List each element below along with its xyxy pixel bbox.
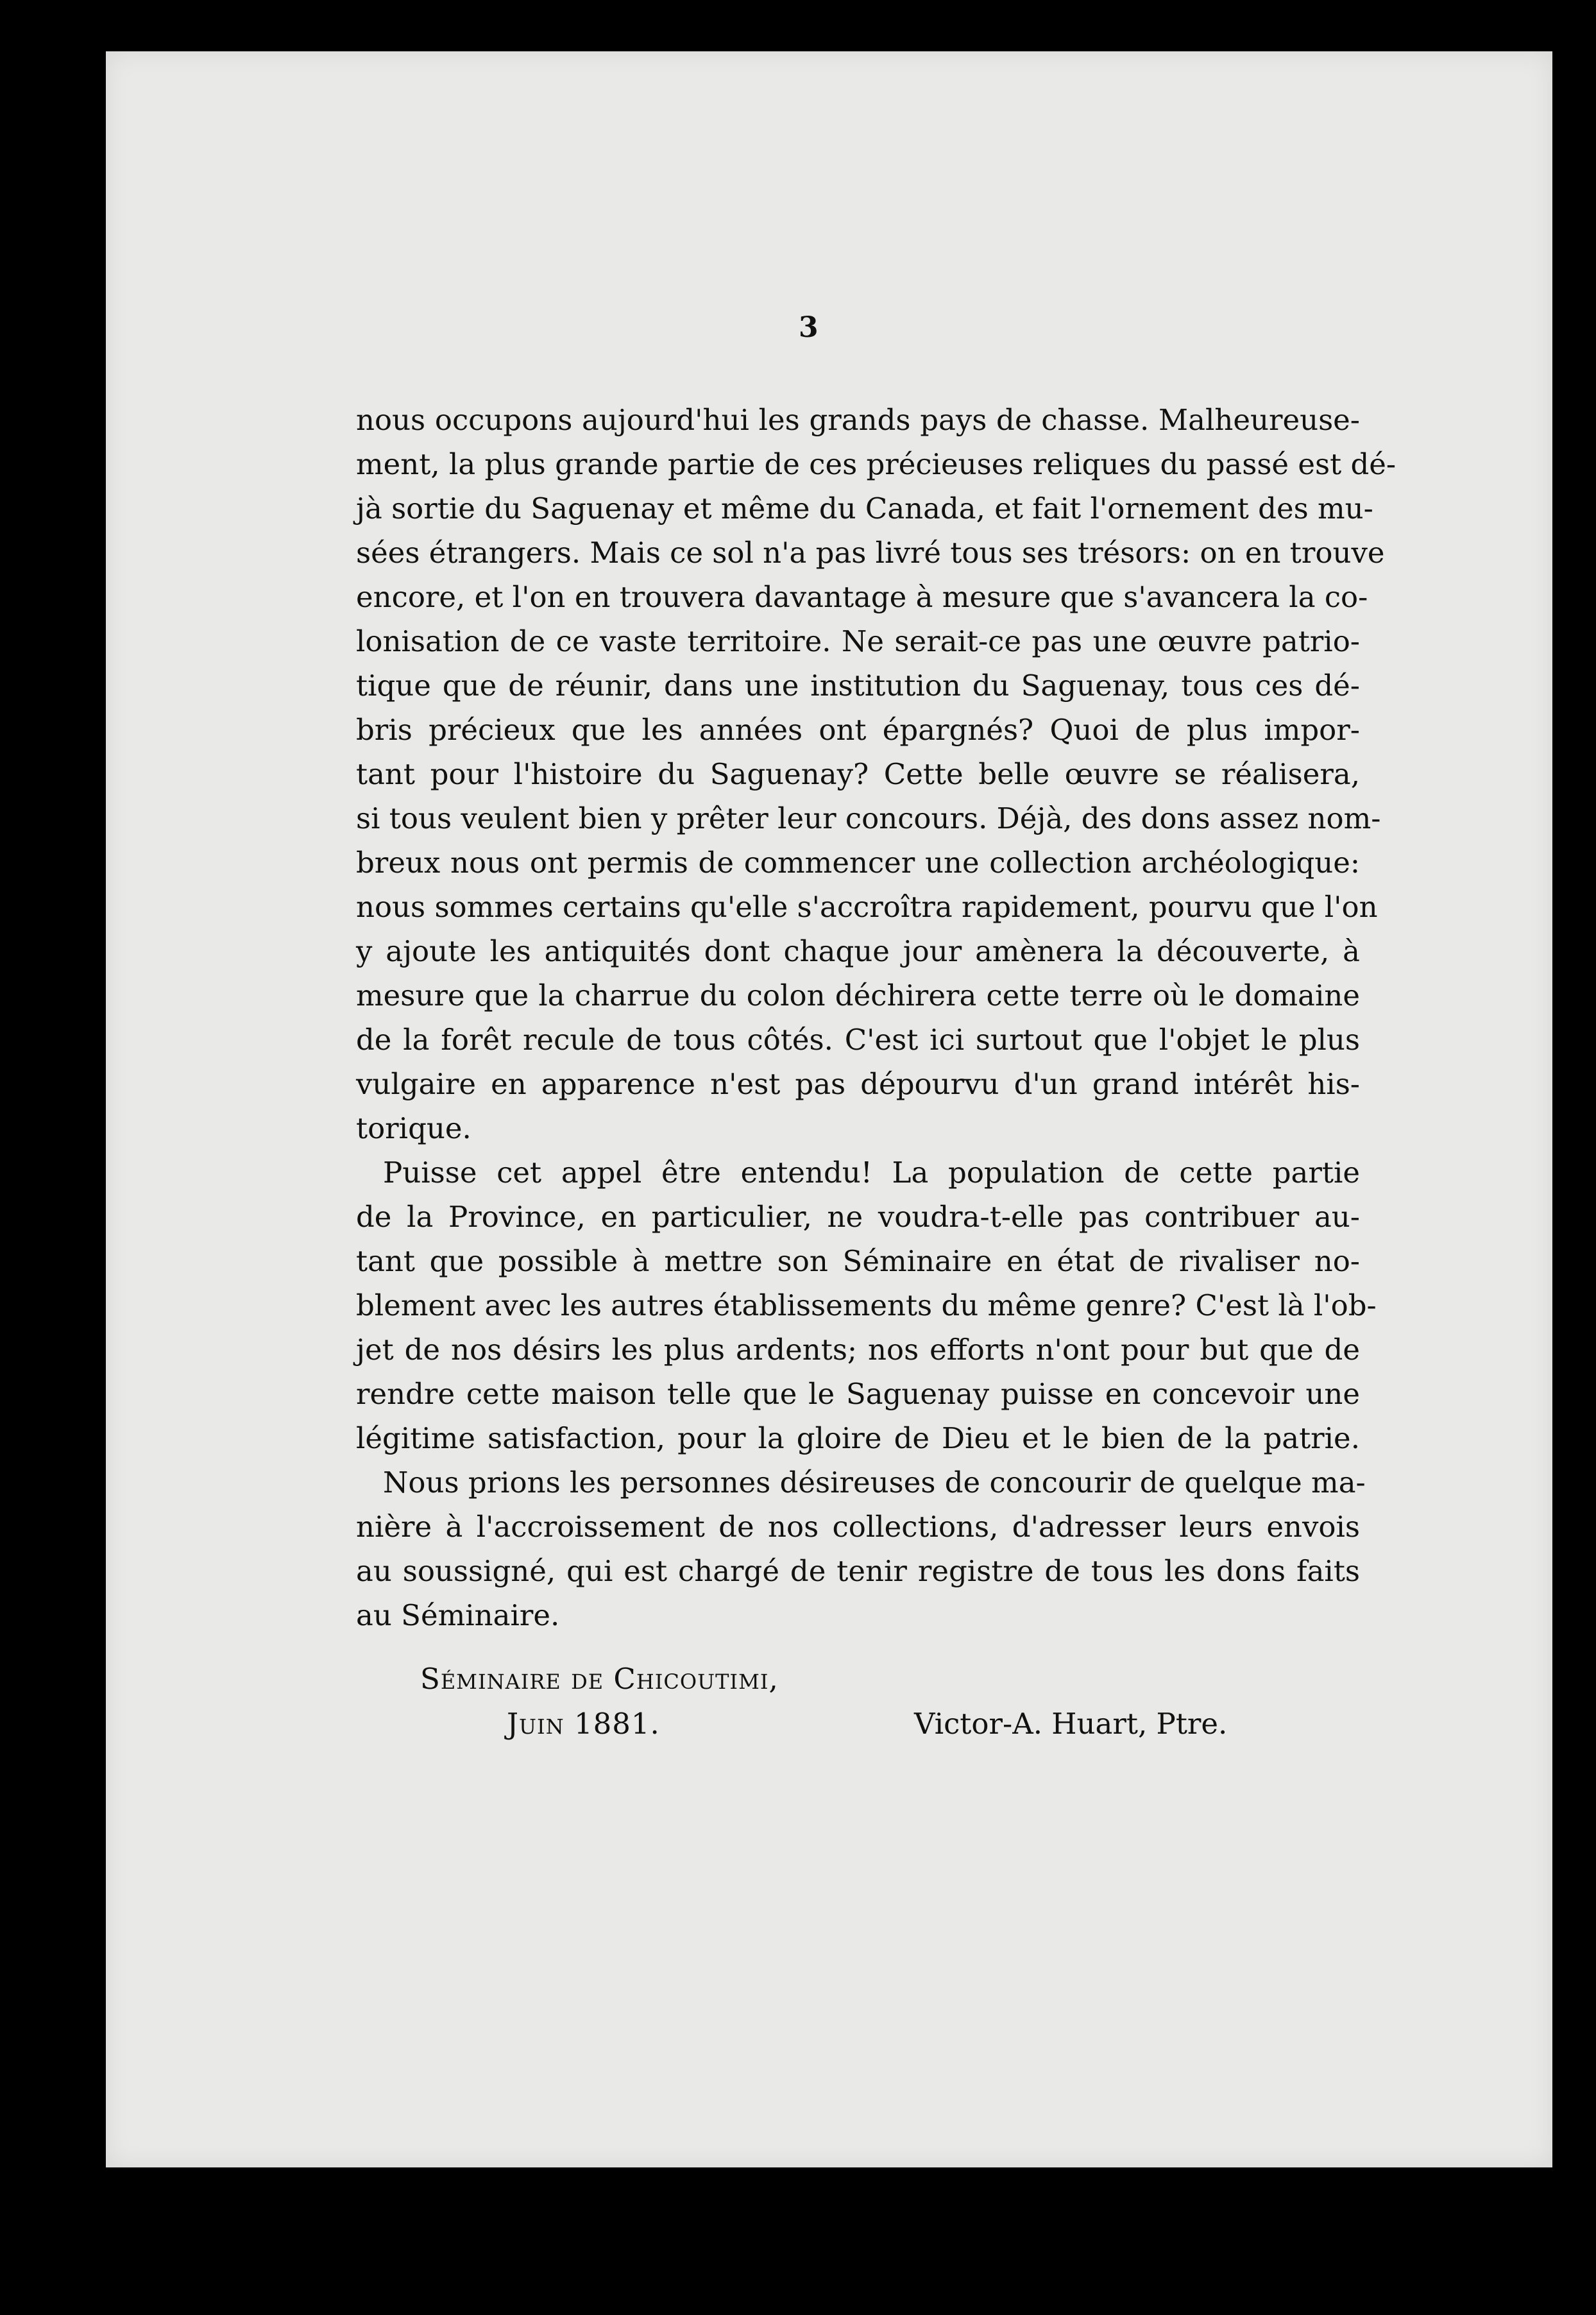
text-line: au Séminaire. bbox=[356, 1598, 560, 1632]
text-line: bris précieux que les années ont épargnés? Quoi de plus impor- bbox=[356, 713, 1360, 747]
text-line: ment, la plus grande partie de ces précieuses reliques du passé est dé- bbox=[356, 447, 1396, 481]
text-line: torique. bbox=[356, 1111, 471, 1145]
text-line: breux nous ont permis de commencer une collection archéologique: bbox=[356, 846, 1360, 880]
signature-place: Séminaire de Chicoutimi, bbox=[420, 1662, 779, 1696]
text-line: mesure que la charrue du colon déchirera cette terre où le domaine bbox=[356, 978, 1360, 1012]
text-line: au soussigné, qui est chargé de tenir registre de tous les dons faits bbox=[356, 1554, 1360, 1588]
text-line: Puisse cet appel être entendu! La population de cette partie bbox=[383, 1156, 1360, 1190]
text-line: y ajoute les antiquités dont chaque jour amènera la découverte, à bbox=[356, 934, 1360, 968]
text-line: nière à l'accroissement de nos collections, d'adresser leurs envois bbox=[356, 1510, 1360, 1544]
text-line: encore, et l'on en trouvera davantage à mesure que s'avancera la co- bbox=[356, 580, 1368, 614]
paragraph-3 bbox=[356, 1460, 1366, 1637]
text-line: sées étrangers. Mais ce sol n'a pas livré tous ses trésors: on en trouve bbox=[356, 536, 1385, 570]
text-line: si tous veulent bien y prêter leur concours. Déjà, des dons assez nom- bbox=[356, 801, 1381, 835]
text-line: lonisation de ce vaste territoire. Ne serait-ce pas une œuvre patrio- bbox=[356, 624, 1360, 658]
text-line: jet de nos désirs les plus ardents; nos efforts n'ont pour but que de bbox=[356, 1333, 1360, 1367]
text-line: vulgaire en apparence n'est pas dépourvu d'un grand intérêt his- bbox=[356, 1067, 1360, 1101]
text-line: blement avec les autres établissements du même genre? C'est là l'ob- bbox=[356, 1288, 1377, 1322]
text-line: nous sommes certains qu'elle s'accroîtra rapidement, pourvu que l'on bbox=[356, 890, 1378, 924]
text-line: de la forêt recule de tous côtés. C'est ici surtout que l'objet le plus bbox=[356, 1023, 1360, 1057]
text-line: tant que possible à mettre son Séminaire en état de rivaliser no- bbox=[356, 1244, 1360, 1278]
paragraph-2 bbox=[356, 1150, 1377, 1460]
paragraph-1 bbox=[356, 398, 1396, 1150]
text-line: légitime satisfaction, pour la gloire de Dieu et le bien de la patrie. bbox=[356, 1421, 1360, 1455]
text-line: Nous prions les personnes désireuses de concourir de quelque ma- bbox=[383, 1465, 1366, 1499]
text-line: jà sortie du Saguenay et même du Canada, et fait l'ornement des mu- bbox=[356, 491, 1373, 525]
text-line: nous occupons aujourd'hui les grands pays de chasse. Malheureuse- bbox=[356, 403, 1360, 437]
text-line: de la Province, en particulier, ne voudra-t-elle pas contribuer au- bbox=[356, 1200, 1360, 1234]
page-number: 3 bbox=[799, 311, 819, 344]
text-line: tique que de réunir, dans une institution du Saguenay, tous ces dé- bbox=[356, 669, 1360, 703]
signature-date: Juin 1881. bbox=[507, 1707, 660, 1741]
text-line: rendre cette maison telle que le Saguenay puisse en concevoir une bbox=[356, 1377, 1360, 1411]
text-line: tant pour l'histoire du Saguenay? Cette belle œuvre se réalisera, bbox=[356, 757, 1360, 791]
signature-author: Victor-A. Huart, Ptre. bbox=[914, 1707, 1228, 1741]
letter-body bbox=[356, 398, 1396, 1637]
